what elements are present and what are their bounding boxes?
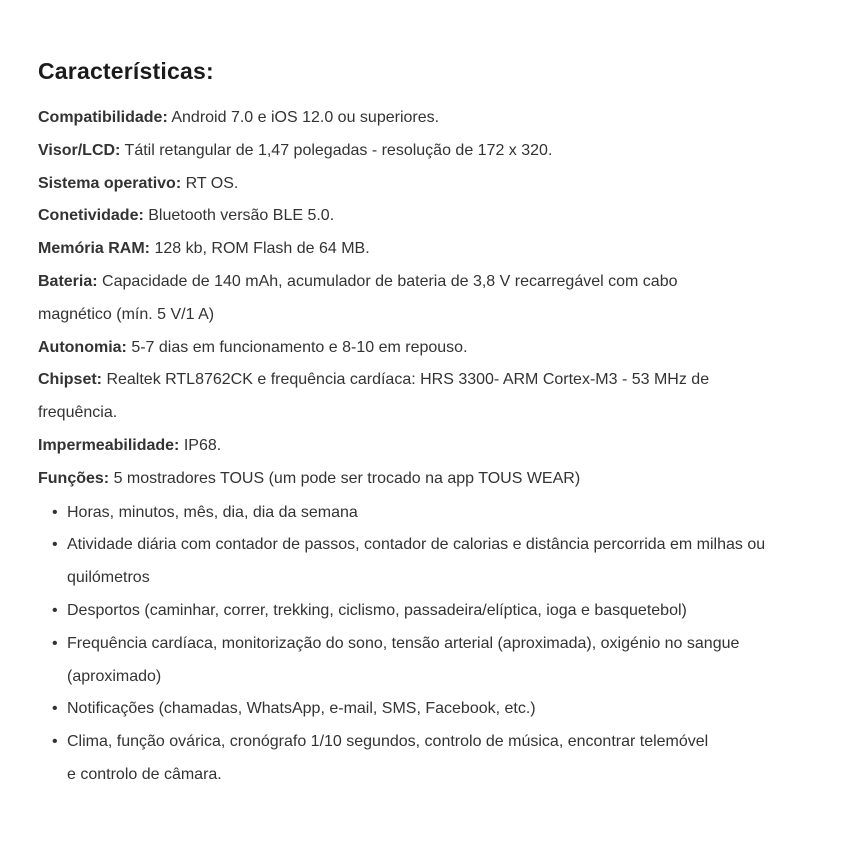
bullet-icon: •	[52, 503, 58, 521]
spec-label: Bateria:	[38, 272, 98, 290]
spec-value: Android 7.0 e iOS 12.0 ou superiores.	[167, 109, 440, 126]
spec-value: IP68.	[179, 436, 222, 454]
spec-line-funcoes	[38, 463, 812, 496]
list-item	[38, 497, 812, 530]
list-item	[38, 628, 812, 694]
spec-label: Autonomia:	[38, 338, 127, 356]
spec-label: Impermeabilidade:	[38, 436, 180, 454]
feature-text: Horas, minutos, mês, dia, dia da semana	[67, 503, 358, 521]
spec-value: Capacidade de 140 mAh, acumulador de bateria de 3,8 V recarregável com cabo magnético (mín. 5 V/1 A)	[38, 272, 678, 323]
bullet-icon: •	[52, 700, 58, 718]
spec-label: Chipset:	[38, 371, 102, 389]
spec-line-conetividade	[38, 200, 812, 233]
spec-line-impermeabilidade	[38, 430, 812, 463]
spec-value: Tátil retangular de 1,47 polegadas - resolução de 172 x 320.	[120, 141, 553, 159]
spec-line-compatibilidade	[38, 102, 812, 135]
spec-label: Sistema operativo:	[38, 174, 182, 192]
spec-line-bateria	[38, 266, 738, 332]
list-item	[38, 693, 812, 726]
list-item	[38, 726, 812, 792]
features-list	[38, 497, 812, 792]
feature-text: Notificações (chamadas, WhatsApp, e-mail, SMS, Facebook, etc.)	[67, 700, 536, 718]
feature-text: Frequência cardíaca, monitorização do sono, tensão arterial (aproximada), oxigénio no sangue (aproximado)	[67, 634, 740, 685]
spec-value: Bluetooth versão BLE 5.0.	[143, 207, 335, 225]
spec-label: Compatibilidade:	[38, 109, 168, 126]
spec-value: 128 kb, ROM Flash de 64 MB.	[150, 240, 370, 258]
list-item	[38, 595, 812, 628]
spec-line-memoria-ram	[38, 233, 812, 266]
spec-line-sistema-operativo	[38, 168, 812, 201]
spec-label: Memória RAM:	[38, 240, 151, 258]
feature-text: Atividade diária com contador de passos, contador de calorias e distância percorrida em milhas ou quilómetros	[67, 536, 766, 587]
spec-line-chipset	[38, 364, 788, 430]
bullet-icon: •	[52, 601, 58, 619]
spec-line-autonomia	[38, 332, 812, 365]
feature-text: Clima, função ovárica, cronógrafo 1/10 segundos, controlo de música, encontrar telemóvel e controlo de câmara.	[67, 733, 709, 783]
spec-label: Funções:	[38, 469, 110, 487]
feature-text: Desportos (caminhar, correr, trekking, ciclismo, passadeira/elíptica, ioga e basquetebol)	[67, 601, 687, 619]
spec-value: 5 mostradores TOUS (um pode ser trocado na app TOUS WEAR)	[109, 469, 581, 487]
description-content	[38, 56, 812, 792]
list-item	[38, 529, 812, 595]
spec-line-visor-lcd	[38, 135, 812, 168]
spec-value: 5-7 dias em funcionamento e 8-10 em repouso.	[126, 338, 468, 356]
spec-label: Conetividade:	[38, 207, 144, 225]
bullet-icon: •	[52, 536, 58, 554]
bullet-icon: •	[52, 634, 58, 652]
spec-value: RT OS.	[181, 174, 239, 192]
section-heading: Características:	[38, 58, 214, 84]
bullet-icon: •	[52, 733, 58, 751]
spec-label: Visor/LCD:	[38, 141, 121, 159]
spec-value: Realtek RTL8762CK e frequência cardíaca: HRS 3300- ARM Cortex-M3 - 53 MHz de frequência.	[38, 371, 710, 422]
